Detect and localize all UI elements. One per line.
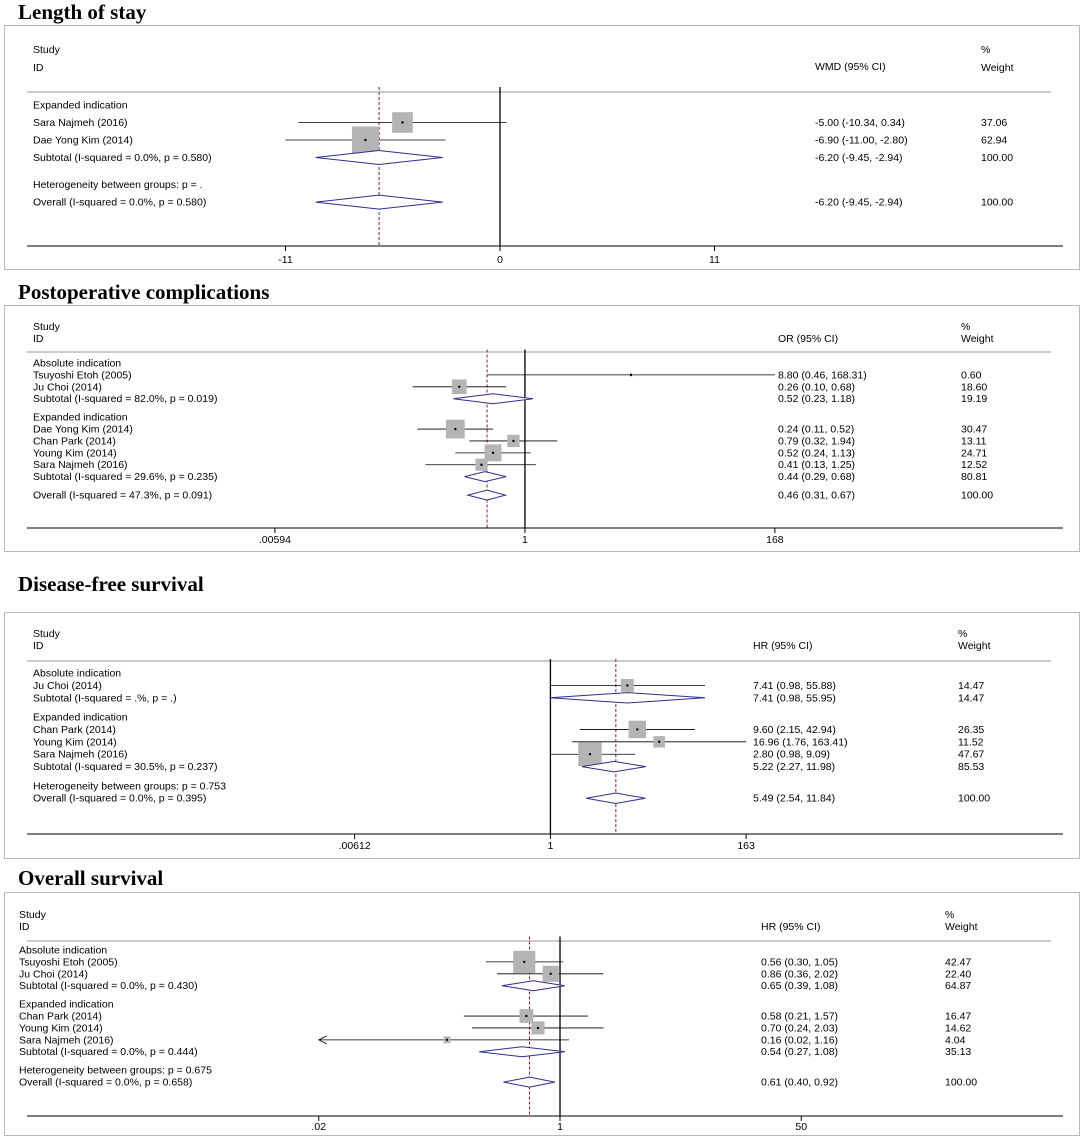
row-ci-text: -6.20 (-9.45, -2.94): [815, 196, 903, 209]
row-label: Subtotal (I-squared = 82.0%, p = 0.019): [33, 393, 218, 406]
x-tick-label: 1: [547, 840, 554, 852]
header-effect: HR (95% CI): [761, 921, 821, 933]
header-study: Study: [33, 628, 60, 640]
row-ci-text: 0.26 (0.10, 0.68): [778, 381, 856, 394]
x-tick-label: -11: [278, 254, 293, 266]
row-label: Overall (I-squared = 0.0%, p = 0.580): [33, 196, 207, 209]
row-ci-text: 0.58 (0.21, 1.57): [761, 1010, 839, 1023]
row-label: Overall (I-squared = 0.0%, p = 0.658): [19, 1076, 193, 1089]
row-ci-text: -6.90 (-11.00, -2.80): [815, 134, 908, 147]
row-ci-text: 0.46 (0.31, 0.67): [778, 489, 856, 502]
panel-title-overall-survival: Overall survival: [18, 866, 164, 890]
forest-plot-length-of-stay: [4, 25, 1080, 270]
subtotal-diamond: [550, 693, 705, 703]
row-weight-text: 13.11: [961, 435, 987, 448]
x-tick-label: 11: [709, 254, 720, 266]
x-tick-label: 168: [766, 534, 784, 546]
header-weight: Weight: [961, 333, 994, 345]
row-ci-text: 8.80 (0.46, 168.31): [778, 369, 867, 382]
row-label: Chan Park (2014): [33, 723, 116, 736]
point-estimate: [626, 684, 628, 686]
row-label: Chan Park (2014): [19, 1010, 102, 1023]
header-percent: %: [945, 909, 955, 921]
subtotal-diamond: [316, 151, 443, 165]
row-weight-text: 19.19: [961, 393, 988, 406]
row-ci-text: 16.96 (1.76, 163.41): [753, 736, 848, 749]
row-weight-text: 42.47: [945, 956, 972, 969]
row-ci-text: 0.52 (0.23, 1.18): [778, 393, 856, 406]
row-weight-text: 14.62: [945, 1022, 972, 1035]
row-label: Chan Park (2014): [33, 435, 116, 448]
row-weight-text: 37.06: [981, 117, 1008, 129]
row-label: Subtotal (I-squared = 0.0%, p = 0.430): [19, 980, 198, 993]
row-ci-text: 0.41 (0.13, 1.25): [778, 459, 856, 472]
row-ci-text: -6.20 (-9.45, -2.94): [815, 152, 903, 164]
row-label: Sara Najmeh (2016): [33, 748, 128, 761]
row-label: Heterogeneity between groups: p = .: [33, 179, 203, 192]
row-ci-text: 0.16 (0.02, 1.16): [761, 1034, 839, 1047]
row-ci-text: 0.70 (0.24, 2.03): [761, 1022, 839, 1035]
panel-title-disease-free-survival: Disease-free survival: [18, 572, 204, 596]
subtotal-diamond: [502, 981, 565, 991]
header-percent: %: [981, 44, 991, 56]
row-ci-text: 0.56 (0.30, 1.05): [761, 956, 839, 969]
point-estimate: [492, 452, 494, 454]
row-label: Tsuyoshi Etoh (2005): [33, 369, 132, 382]
row-label: Subtotal (I-squared = 30.5%, p = 0.237): [33, 761, 218, 774]
row-weight-text: 11.52: [958, 736, 984, 749]
row-label: Tsuyoshi Etoh (2005): [19, 956, 118, 969]
row-weight-text: 62.94: [981, 134, 1008, 147]
row-weight-text: 47.67: [958, 748, 985, 761]
panel-title-postoperative-complications: Postoperative complications: [18, 280, 270, 304]
row-label: Overall (I-squared = 47.3%, p = 0.091): [33, 489, 213, 502]
row-label: Expanded indication: [33, 711, 128, 724]
header-effect: HR (95% CI): [753, 640, 813, 652]
row-weight-text: 100.00: [945, 1076, 978, 1089]
point-estimate: [480, 464, 482, 466]
row-label: Subtotal (I-squared = .%, p = .): [33, 692, 177, 705]
x-tick-label: .00594: [258, 534, 291, 546]
forest-plot-overall-survival: [4, 892, 1080, 1136]
forest-plot-postoperative-complications: [4, 305, 1080, 552]
row-ci-text: 0.79 (0.32, 1.94): [778, 435, 856, 448]
row-ci-text: 2.80 (0.98, 9.09): [753, 748, 831, 761]
x-tick-label: 0: [497, 254, 503, 266]
row-label: Heterogeneity between groups: p = 0.753: [33, 780, 226, 793]
row-label: Ju Choi (2014): [33, 679, 102, 692]
header-effect: WMD (95% CI): [815, 61, 886, 73]
row-label: Absolute indication: [19, 944, 108, 957]
row-label: Sara Najmeh (2016): [19, 1034, 114, 1047]
point-estimate: [550, 973, 552, 975]
header-effect: OR (95% CI): [778, 333, 839, 345]
header-id: ID: [33, 640, 44, 652]
forest-plot-svg: [5, 306, 1081, 553]
point-estimate: [525, 1015, 527, 1017]
header-weight: Weight: [945, 921, 978, 933]
row-weight-text: 12.52: [961, 459, 988, 472]
row-weight-text: 22.40: [945, 968, 972, 981]
header-weight: Weight: [981, 62, 1014, 74]
header-study: Study: [19, 909, 46, 921]
row-label: Overall (I-squared = 0.0%, p = 0.395): [33, 792, 207, 805]
row-weight-text: 64.87: [945, 980, 972, 993]
row-label: Absolute indication: [33, 667, 122, 680]
row-ci-text: 0.61 (0.40, 0.92): [761, 1076, 839, 1089]
row-label: Absolute indication: [33, 357, 122, 370]
row-ci-text: 5.22 (2.27, 11.98): [753, 761, 836, 774]
point-estimate: [523, 961, 525, 963]
row-label: Subtotal (I-squared = 0.0%, p = 0.580): [33, 152, 212, 164]
row-label: Sara Najmeh (2016): [33, 459, 128, 472]
subtotal-diamond: [465, 472, 507, 482]
point-estimate: [401, 121, 403, 123]
header-id: ID: [19, 921, 30, 933]
row-ci-text: 5.49 (2.54, 11.84): [753, 792, 836, 805]
row-label: Young Kim (2014): [33, 736, 117, 749]
row-label: Dae Yong Kim (2014): [33, 134, 133, 147]
point-estimate: [364, 139, 366, 141]
row-weight-text: 24.71: [961, 447, 988, 460]
subtotal-diamond: [453, 394, 533, 404]
overall-diamond: [504, 1077, 555, 1087]
x-tick-label: 1: [522, 534, 528, 546]
row-weight-text: 16.47: [945, 1010, 972, 1023]
row-label: Young Kim (2014): [33, 447, 117, 460]
row-label: Heterogeneity between groups: p = 0.675: [19, 1064, 212, 1077]
forest-plot-svg: [5, 613, 1081, 860]
row-label: Dae Yong Kim (2014): [33, 423, 133, 436]
point-estimate: [458, 386, 460, 388]
row-ci-text: 0.65 (0.39, 1.08): [761, 980, 839, 993]
row-weight-text: 80.81: [961, 471, 988, 484]
row-label: Ju Choi (2014): [33, 381, 102, 394]
overall-diamond: [468, 490, 506, 500]
row-ci-text: 0.52 (0.24, 1.13): [778, 447, 856, 460]
header-id: ID: [33, 333, 44, 345]
row-ci-text: 0.54 (0.27, 1.08): [761, 1046, 839, 1059]
row-label: Expanded indication: [33, 411, 128, 424]
overall-diamond: [586, 793, 645, 803]
point-estimate: [630, 374, 632, 376]
x-tick-label: 163: [737, 840, 755, 852]
row-weight-text: 100.00: [981, 152, 1014, 164]
row-weight-text: 18.60: [961, 381, 988, 394]
point-estimate: [537, 1027, 539, 1029]
x-tick-label: 1: [557, 1121, 563, 1133]
row-label: Subtotal (I-squared = 0.0%, p = 0.444): [19, 1046, 198, 1059]
row-label: Young Kim (2014): [19, 1022, 103, 1035]
row-weight-text: 30.47: [961, 423, 988, 436]
x-tick-label: 50: [795, 1121, 808, 1133]
row-weight-text: 26.35: [958, 723, 985, 736]
header-id: ID: [33, 62, 44, 74]
overall-diamond: [316, 195, 443, 209]
header-weight: Weight: [958, 640, 991, 652]
forest-plot-disease-free-survival: [4, 612, 1080, 859]
row-label: Ju Choi (2014): [19, 968, 88, 981]
row-weight-text: 100.00: [981, 196, 1014, 209]
row-weight-text: 35.13: [945, 1046, 972, 1059]
point-estimate: [512, 440, 514, 442]
row-weight-text: 100.00: [961, 489, 994, 502]
point-estimate: [658, 741, 660, 743]
row-ci-text: -5.00 (-10.34, 0.34): [815, 117, 905, 129]
panel-title-length-of-stay: Length of stay: [18, 0, 147, 24]
row-weight-text: 4.04: [945, 1034, 966, 1047]
forest-plot-svg: [5, 893, 1081, 1137]
header-study: Study: [33, 321, 60, 333]
row-weight-text: 100.00: [958, 792, 991, 805]
point-estimate: [454, 428, 456, 430]
forest-plot-svg: [5, 26, 1081, 271]
point-estimate: [636, 728, 638, 730]
row-weight-text: 14.47: [958, 692, 985, 705]
point-estimate: [446, 1039, 448, 1041]
row-weight-text: 0.60: [961, 369, 982, 382]
row-ci-text: 9.60 (2.15, 42.94): [753, 723, 836, 736]
header-percent: %: [958, 628, 968, 640]
x-tick-label: .02: [311, 1121, 327, 1133]
row-label: Expanded indication: [19, 998, 114, 1011]
row-label: Sara Najmeh (2016): [33, 117, 128, 129]
row-weight-text: 85.53: [958, 761, 985, 774]
row-label: Expanded indication: [33, 99, 128, 112]
row-ci-text: 7.41 (0.98, 55.95): [753, 692, 836, 705]
row-ci-text: 0.86 (0.36, 2.02): [761, 968, 839, 981]
header-study: Study: [33, 44, 60, 56]
point-estimate: [589, 753, 591, 755]
row-label: Subtotal (I-squared = 29.6%, p = 0.235): [33, 471, 218, 484]
row-ci-text: 0.24 (0.11, 0.52): [778, 423, 855, 436]
header-percent: %: [961, 321, 971, 333]
subtotal-diamond: [479, 1047, 564, 1057]
x-tick-label: .00612: [338, 840, 371, 852]
row-ci-text: 7.41 (0.98, 55.88): [753, 679, 836, 692]
row-ci-text: 0.44 (0.29, 0.68): [778, 471, 856, 484]
row-weight-text: 14.47: [958, 679, 985, 692]
